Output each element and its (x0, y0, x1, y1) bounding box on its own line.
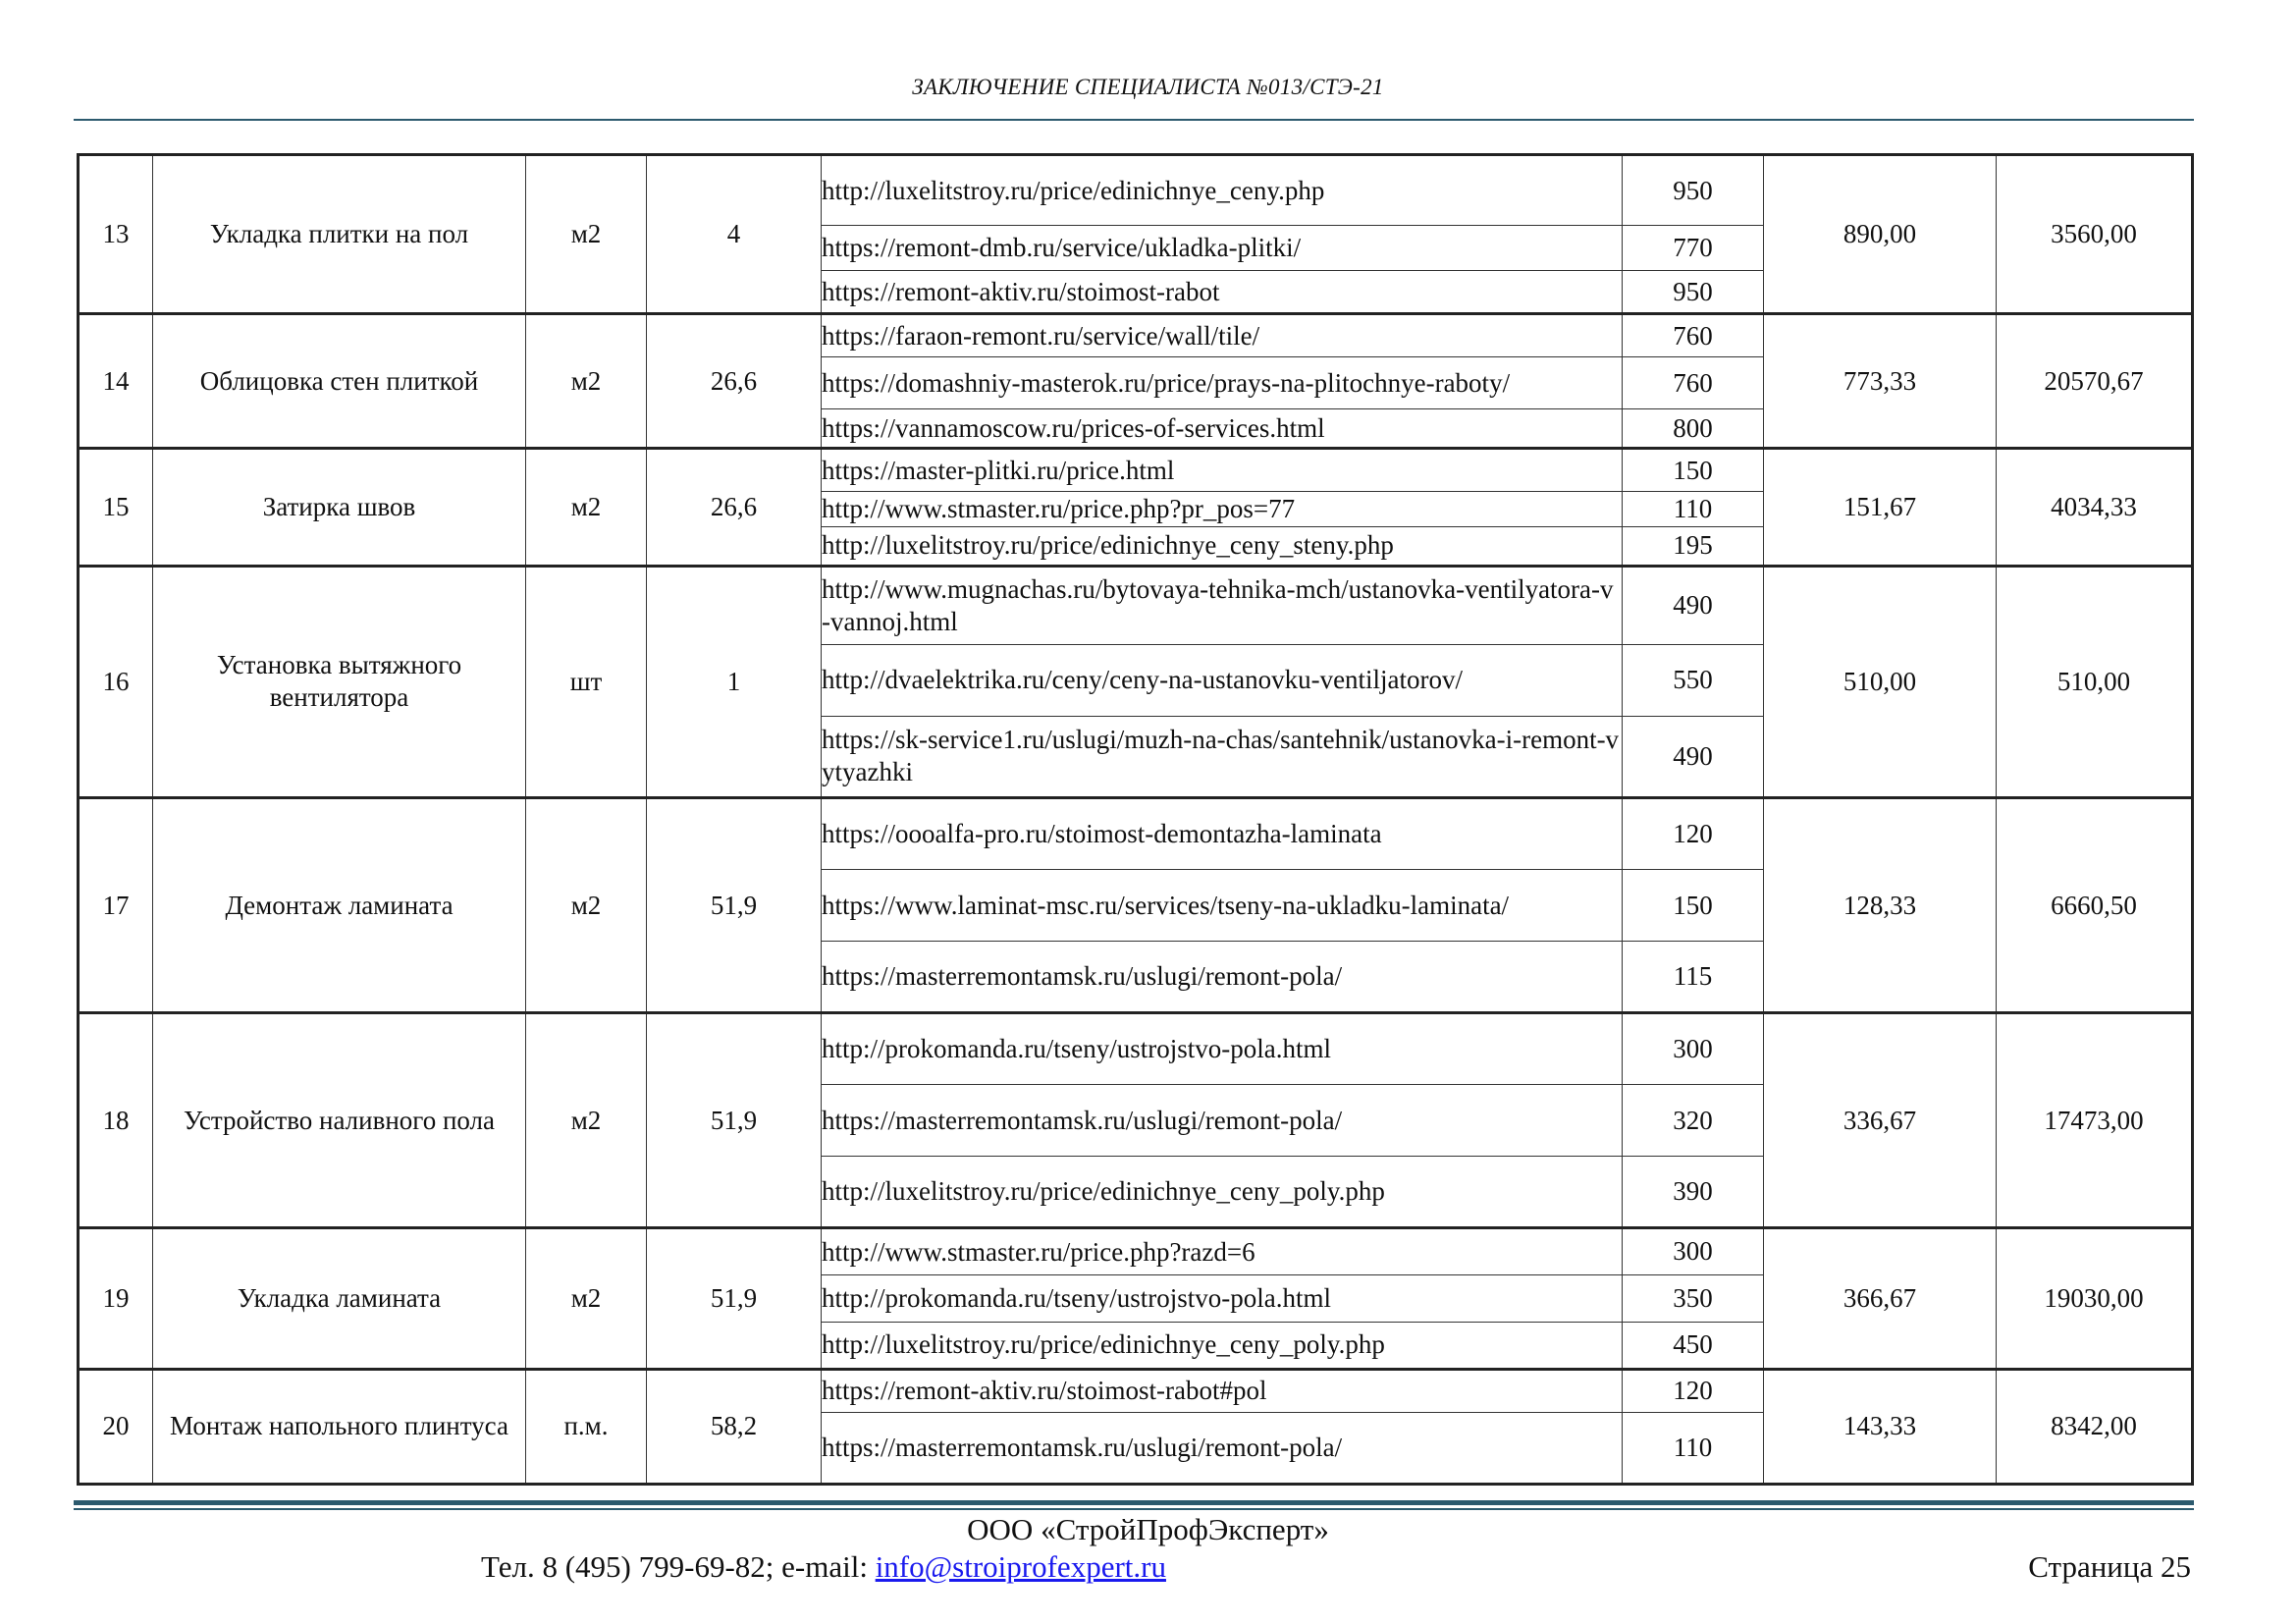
unit: шт (526, 566, 647, 797)
source-url: http://prokomanda.ru/tseny/ustrojstvo-pola.html (822, 1013, 1623, 1085)
source-url: https://oooalfa-pro.ru/stoimost-demontazha-laminata (822, 797, 1623, 869)
work-name: Укладка плитки на пол (153, 155, 526, 314)
source-price: 450 (1623, 1322, 1764, 1369)
document-header-title: ЗАКЛЮЧЕНИЕ СПЕЦИАЛИСТА №013/СТЭ-21 (912, 75, 1384, 99)
source-url: https://remont-aktiv.ru/stoimost-rabot (822, 271, 1623, 314)
source-url: https://masterremontamsk.ru/uslugi/remont-pola/ (822, 1085, 1623, 1157)
average-price: 128,33 (1764, 797, 1997, 1012)
source-price: 800 (1623, 409, 1764, 449)
source-price: 950 (1623, 155, 1764, 226)
unit: м2 (526, 1013, 647, 1228)
work-name: Устройство наливного пола (153, 1013, 526, 1228)
quantity: 26,6 (647, 449, 822, 566)
source-url: https://faraon-remont.ru/service/wall/tile/ (822, 314, 1623, 357)
header-divider (74, 119, 2194, 121)
source-url: https://masterremontamsk.ru/uslugi/remont-pola/ (822, 1412, 1623, 1484)
footer-email-link[interactable]: info@stroiprofexpert.ru (875, 1549, 1166, 1584)
average-price: 366,67 (1764, 1228, 1997, 1369)
work-name: Установка вытяжного вентилятора (153, 566, 526, 797)
source-price: 770 (1623, 226, 1764, 271)
row-number: 18 (79, 1013, 153, 1228)
total-cost: 4034,33 (1997, 449, 2193, 566)
table-row (79, 1369, 2193, 1412)
source-price: 300 (1623, 1228, 1764, 1274)
source-price: 115 (1623, 942, 1764, 1013)
total-cost: 510,00 (1997, 566, 2193, 797)
source-price: 390 (1623, 1157, 1764, 1228)
source-price: 150 (1623, 869, 1764, 941)
total-cost: 17473,00 (1997, 1013, 2193, 1228)
footer-divider-thick (74, 1500, 2194, 1505)
source-price: 300 (1623, 1013, 1764, 1085)
source-price: 120 (1623, 1369, 1764, 1412)
table-row (79, 155, 2193, 226)
table-row (79, 314, 2193, 357)
work-name: Затирка швов (153, 449, 526, 566)
table-body (79, 155, 2193, 1485)
work-name: Укладка ламината (153, 1228, 526, 1369)
page-number: Страница 25 (2028, 1549, 2191, 1584)
source-price: 110 (1623, 492, 1764, 526)
source-price: 950 (1623, 271, 1764, 314)
source-url: https://masterremontamsk.ru/uslugi/remont-pola/ (822, 942, 1623, 1013)
work-name: Облицовка стен плиткой (153, 314, 526, 449)
quantity: 4 (647, 155, 822, 314)
source-price: 350 (1623, 1274, 1764, 1322)
quantity: 1 (647, 566, 822, 797)
source-url: https://master-plitki.ru/price.html (822, 449, 1623, 492)
unit: м2 (526, 1228, 647, 1369)
source-price: 490 (1623, 566, 1764, 644)
table-row (79, 449, 2193, 492)
source-url: http://dvaelektrika.ru/ceny/ceny-na-ustanovku-ventiljatorov/ (822, 644, 1623, 716)
source-url: http://www.mugnachas.ru/bytovaya-tehnika-mch/ustanovka-ventilyatora-v-vannoj.html (822, 566, 1623, 644)
average-price: 773,33 (1764, 314, 1997, 449)
source-url: https://remont-aktiv.ru/stoimost-rabot#pol (822, 1369, 1623, 1412)
row-number: 15 (79, 449, 153, 566)
total-cost: 20570,67 (1997, 314, 2193, 449)
row-number: 19 (79, 1228, 153, 1369)
source-price: 760 (1623, 357, 1764, 409)
total-cost: 6660,50 (1997, 797, 2193, 1012)
average-price: 151,67 (1764, 449, 1997, 566)
row-number: 16 (79, 566, 153, 797)
source-price: 150 (1623, 449, 1764, 492)
quantity: 58,2 (647, 1369, 822, 1484)
footer-contact (481, 1549, 1166, 1585)
quantity: 51,9 (647, 1228, 822, 1369)
source-price: 320 (1623, 1085, 1764, 1157)
row-number: 17 (79, 797, 153, 1012)
unit: м2 (526, 449, 647, 566)
total-cost: 3560,00 (1997, 155, 2193, 314)
source-url: https://domashniy-masterok.ru/price/prays-na-plitochnye-raboty/ (822, 357, 1623, 409)
source-url: https://remont-dmb.ru/service/ukladka-plitki/ (822, 226, 1623, 271)
table-row (79, 1228, 2193, 1274)
average-price: 143,33 (1764, 1369, 1997, 1484)
source-url: http://luxelitstroy.ru/price/edinichnye_ceny.php (822, 155, 1623, 226)
source-url: http://www.stmaster.ru/price.php?razd=6 (822, 1228, 1623, 1274)
source-price: 490 (1623, 716, 1764, 797)
table-row (79, 1013, 2193, 1085)
source-url: https://sk-service1.ru/uslugi/muzh-na-chas/santehnik/ustanovka-i-remont-vytyazhki (822, 716, 1623, 797)
source-price: 120 (1623, 797, 1764, 869)
average-price: 890,00 (1764, 155, 1997, 314)
footer-phone: Тел. 8 (495) 799-69-82; e-mail: (481, 1549, 876, 1584)
row-number: 13 (79, 155, 153, 314)
source-url: https://vannamoscow.ru/prices-of-services.html (822, 409, 1623, 449)
footer-company-name: ООО «СтройПрофЭксперт» (967, 1512, 1329, 1546)
unit: м2 (526, 155, 647, 314)
unit: п.м. (526, 1369, 647, 1484)
work-name: Монтаж напольного плинтуса (153, 1369, 526, 1484)
source-url: http://prokomanda.ru/tseny/ustrojstvo-pola.html (822, 1274, 1623, 1322)
source-price: 110 (1623, 1412, 1764, 1484)
average-price: 336,67 (1764, 1013, 1997, 1228)
source-url: http://luxelitstroy.ru/price/edinichnye_ceny_poly.php (822, 1322, 1623, 1369)
source-url: http://luxelitstroy.ru/price/edinichnye_ceny_steny.php (822, 526, 1623, 566)
unit: м2 (526, 314, 647, 449)
table-row (79, 566, 2193, 644)
quantity: 51,9 (647, 797, 822, 1012)
total-cost: 19030,00 (1997, 1228, 2193, 1369)
quantity: 51,9 (647, 1013, 822, 1228)
source-price: 550 (1623, 644, 1764, 716)
source-price: 760 (1623, 314, 1764, 357)
total-cost: 8342,00 (1997, 1369, 2193, 1484)
row-number: 20 (79, 1369, 153, 1484)
source-price: 195 (1623, 526, 1764, 566)
average-price: 510,00 (1764, 566, 1997, 797)
row-number: 14 (79, 314, 153, 449)
price-comparison-table (77, 153, 2194, 1486)
work-name: Демонтаж ламината (153, 797, 526, 1012)
source-url: https://www.laminat-msc.ru/services/tseny-na-ukladku-laminata/ (822, 869, 1623, 941)
table-row (79, 797, 2193, 869)
footer-divider-thin (74, 1508, 2194, 1510)
source-url: http://www.stmaster.ru/price.php?pr_pos=77 (822, 492, 1623, 526)
unit: м2 (526, 797, 647, 1012)
quantity: 26,6 (647, 314, 822, 449)
source-url: http://luxelitstroy.ru/price/edinichnye_ceny_poly.php (822, 1157, 1623, 1228)
